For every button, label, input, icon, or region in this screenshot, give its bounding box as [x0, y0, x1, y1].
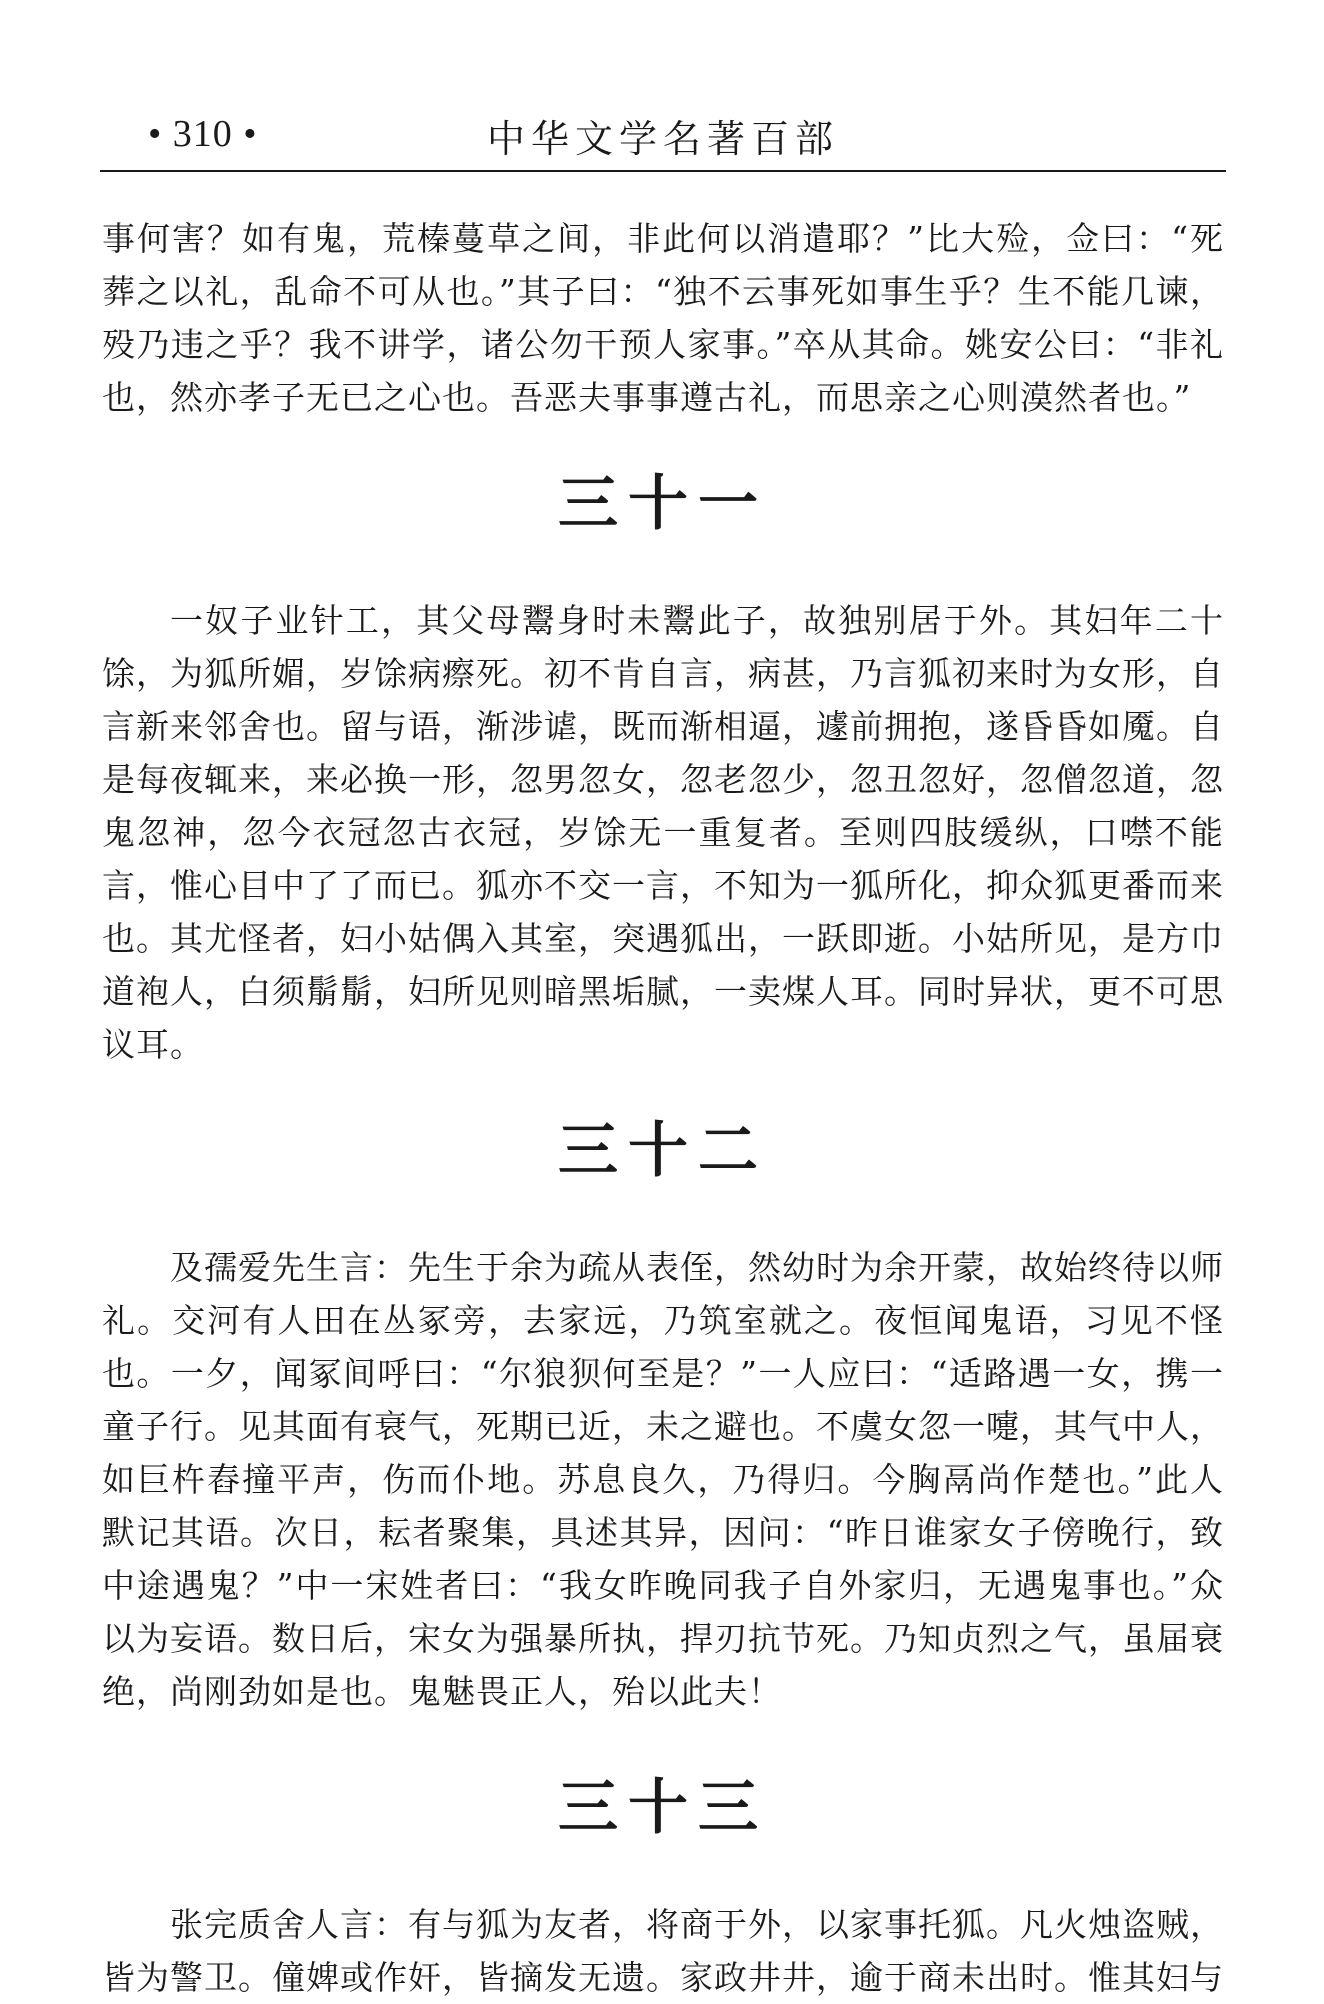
section-title-33: 三十三	[558, 1773, 768, 1843]
section-title-32: 三十二	[558, 1116, 768, 1186]
page-body	[102, 212, 1224, 2004]
header-divider	[100, 170, 1226, 172]
page-number: • 310 •	[148, 113, 258, 155]
page-header	[100, 106, 1226, 166]
section-33-paragraph: 张完质舍人言：有与狐为友者，将商于外，以家事托狐。凡火烛盗贼，皆为警卫。僮婢或作奸，皆摘发无遗。家政井井，逾于商未出时。惟其妇与	[102, 1905, 1224, 1997]
book-title: 中华文学名著百部	[486, 117, 839, 161]
section-32-paragraph: 及孺爱先生言：先生于余为疏从表侄，然幼时为余开蒙，故始终待以师礼。交河有人田在丛冢旁，去家远，乃筑室就之。夜恒闻鬼语，习见不怪也。一夕，闻冢间呼曰：“尔狼狈何至是？”一人应曰：“适路遇一女，携一童子行。见其面有衰气，死期已近，未之避也。不虞女忽一嚏，其气中人，如巨杵舂撞平声，伤而仆地。苏息良久，乃得归。今胸鬲尚作楚也。”此人默记其语。次日，耘者聚集，具述其异，因问：“昨日谁家女子傍晚行，致中途遇鬼？”中一宋姓者曰：“我女昨晚同我子自外家归，无遇鬼事也。”众以为妄语。数日后，宋女为强暴所执，捍刃抗节死。乃知贞烈之气，虽届衰绝，尚刚劲如是也。鬼魅畏正人，殆以此夫！	[102, 1248, 1224, 1711]
section-31-paragraph: 一奴子业针工，其父母鬻身时未鬻此子，故独别居于外。其妇年二十馀，为狐所媚，岁馀病瘵死。初不肯自言，病甚，乃言狐初来时为女形，自言新来邻舍也。留与语，渐涉谑，既而渐相逼，遽前拥抱，遂昏昏如魇。自是每夜辄来，来必换一形，忽男忽女，忽老忽少，忽丑忽好，忽僧忽道，忽鬼忽神，忽今衣冠忽古衣冠，岁馀无一重复者。至则四肢缓纵，口噤不能言，惟心目中了了而已。狐亦不交一言，不知为一狐所化，抑众狐更番而来也。其尤怪者，妇小姑偶入其室，突遇狐出，一跃即逝。小姑所见，是方巾道袍人，白须鬅鬅，妇所见则暗黑垢腻，一卖煤人耳。同时异状，更不可思议耳。	[102, 601, 1224, 1064]
section-title-31: 三十一	[558, 469, 768, 539]
continued-paragraph: 事何害？如有鬼，荒榛蔓草之间，非此何以消遣耶？”比大殓，佥曰：“死葬之以礼，乱命不可从也。”其子曰：“独不云事死如事生乎？生不能几谏，殁乃违之乎？我不讲学，诸公勿干预人家事。”卒从其命。姚安公曰：“非礼也，然亦孝子无已之心也。吾恶夫事事遵古礼，而思亲之心则漠然者也。”	[102, 219, 1224, 417]
